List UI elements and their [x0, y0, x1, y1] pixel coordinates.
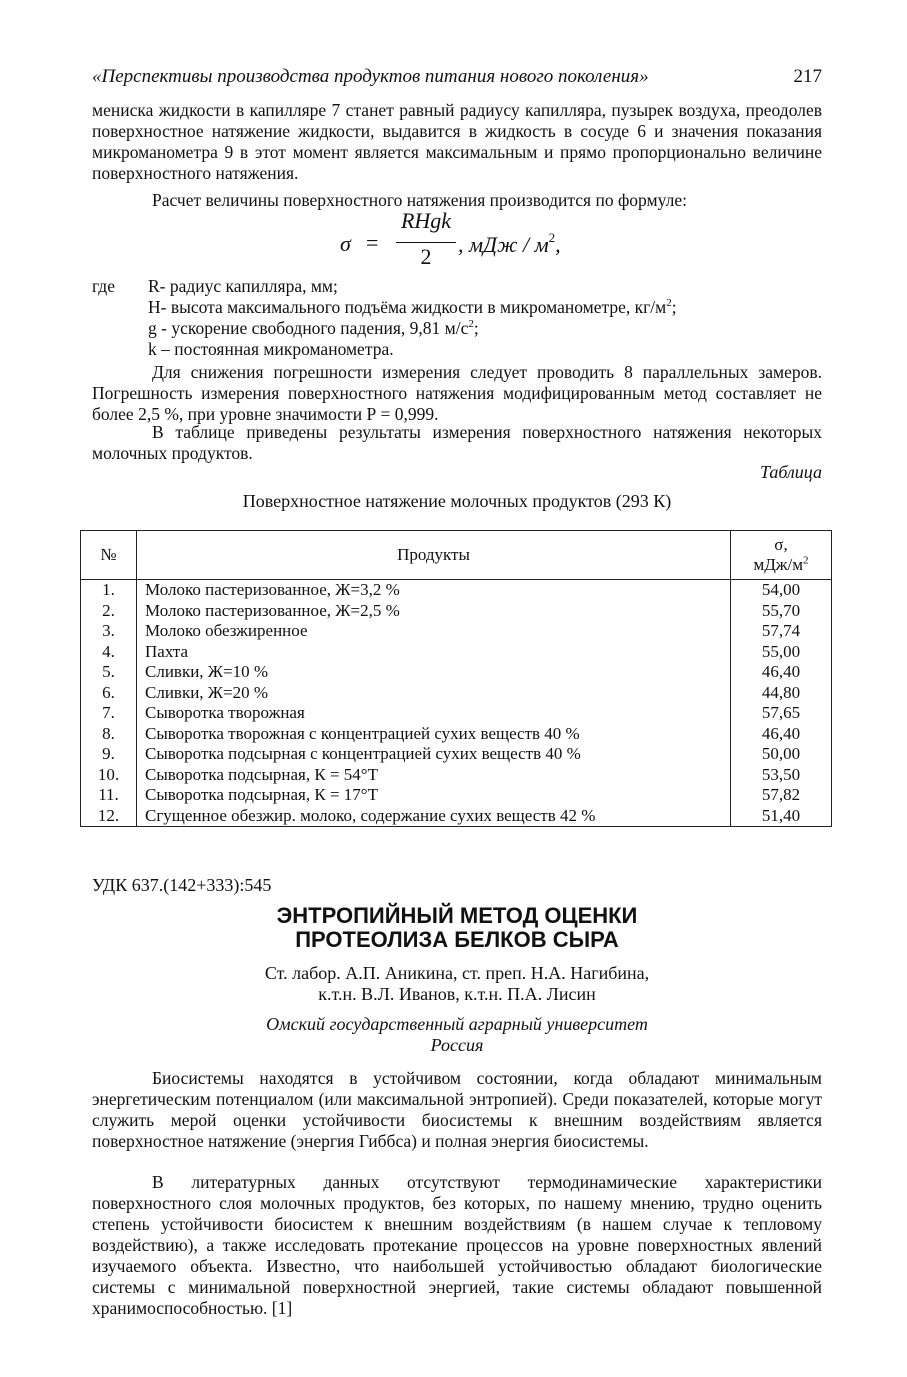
definition-item [148, 339, 394, 360]
definition-item [148, 276, 338, 297]
table-header-row [81, 531, 832, 580]
table-row [81, 703, 832, 724]
header-value-symbol: σ, [774, 534, 788, 554]
row-value: 46,40 [731, 662, 832, 683]
table-row [81, 724, 832, 745]
variable-definitions [92, 276, 822, 360]
row-value: 57,82 [731, 785, 832, 806]
table-row [81, 806, 832, 827]
row-no: 7. [81, 703, 137, 724]
header-product: Продукты [137, 531, 731, 580]
table-row [81, 683, 832, 704]
table-label: Таблица [759, 462, 822, 482]
surface-tension-formula [340, 208, 640, 274]
table-row [81, 765, 832, 786]
formula-equals: = [366, 230, 379, 255]
table-row [81, 744, 832, 765]
row-no: 2. [81, 601, 137, 622]
row-value: 51,40 [731, 806, 832, 827]
journal-title: «Перспективы производства продуктов питания нового поколения» [92, 66, 649, 87]
row-no: 8. [81, 724, 137, 745]
table-row [81, 580, 832, 601]
authors-line-2: к.т.н. В.Л. Иванов, к.т.н. П.А. Лисин [318, 984, 596, 1004]
formula-lhs: σ [340, 231, 351, 256]
row-product: Молоко пастеризованное, Ж=2,5 % [137, 601, 731, 622]
table-row [81, 642, 832, 663]
row-product: Молоко обезжиренное [137, 621, 731, 642]
formula-numerator: RHgk [400, 208, 452, 233]
paragraph-4: В таблице приведены результаты измерения поверхностного натяжения некоторых молочных продуктов. [92, 422, 822, 463]
row-product: Сыворотка подсырная с концентрацией сухих веществ 40 % [137, 744, 731, 765]
paragraph-3: Для снижения погрешности измерения следует проводить 8 параллельных замеров. Погрешность измерения поверхностного натяжения модифицированным метод составляет не более 2,5 %, при уровне значимости Р = 0,999. [92, 362, 822, 424]
formula-unit-exp: 2 [548, 230, 556, 245]
definition-after: ; [473, 318, 479, 338]
running-header [92, 66, 822, 88]
row-product: Сыворотка творожная с концентрацией сухих веществ 40 % [137, 724, 731, 745]
header-no: № [81, 531, 137, 580]
table-title: Поверхностное натяжение молочных продуктов (293 К) [242, 491, 672, 511]
where-label: где [92, 276, 115, 296]
fraction-bar [396, 242, 456, 243]
header-value [731, 531, 832, 580]
row-no: 6. [81, 683, 137, 704]
header-value-exp: 2 [803, 554, 809, 567]
row-product: Сыворотка подсырная, К = 17°Т [137, 785, 731, 806]
row-product: Молоко пастеризованное, Ж=3,2 % [137, 580, 731, 601]
formula-unit [458, 230, 561, 258]
table-row [81, 601, 832, 622]
row-value: 57,74 [731, 621, 832, 642]
row-no: 5. [81, 662, 137, 683]
row-no: 1. [81, 580, 137, 601]
definition-sup: 2 [468, 318, 474, 331]
paragraph-6: В литературных данных отсутствуют термодинамические характеристики поверхностного слоя молочных продуктов, без которых, по нашему мнению, трудно оценить степень устойчивости биосистем к внешним воздействиям (в нашем случае к тепловому воздействию), а также исследовать протекание процессов на уровне поверхностных явлений изучаемого объекта. Известно, что наибольшей устойчивостью обладают биологические системы с минимальной поверхностной энергией, такие системы обладают повышенной хранимоспособностью. [1] [92, 1172, 822, 1318]
row-no: 4. [81, 642, 137, 663]
row-product: Сливки, Ж=20 % [137, 683, 731, 704]
row-value: 55,70 [731, 601, 832, 622]
row-value: 44,80 [731, 683, 832, 704]
results-table [80, 530, 832, 827]
definition-item [148, 318, 479, 339]
paragraph-2: Расчет величины поверхностного натяжения производится по формуле: [152, 190, 687, 210]
table-row [81, 785, 832, 806]
organization-country: Россия [430, 1035, 484, 1055]
row-no: 11. [81, 785, 137, 806]
row-value: 55,00 [731, 642, 832, 663]
row-product: Сливки, Ж=10 % [137, 662, 731, 683]
row-product: Пахта [137, 642, 731, 663]
definition-sup: 2 [666, 297, 672, 310]
row-value: 46,40 [731, 724, 832, 745]
row-value: 50,00 [731, 744, 832, 765]
paragraph-1: мениска жидкости в капилляре 7 станет равный радиусу капилляра, пузырек воздуха, преодолев поверхностное натяжение жидкости, выдавится в жидкость в сосуде 6 и значения показания микроманометра 9 в этот момент является максимальным и прямо пропорционально величине поверхностного натяжения. [92, 100, 822, 183]
row-no: 3. [81, 621, 137, 642]
row-no: 10. [81, 765, 137, 786]
row-product: Сгущенное обезжир. молоко, содержание сухих веществ 42 % [137, 806, 731, 827]
row-product: Сыворотка подсырная, К = 54°Т [137, 765, 731, 786]
formula-unit-text: , мДж / м [458, 232, 549, 257]
udk-code: УДК 637.(142+333):545 [92, 875, 272, 895]
page-number: 217 [793, 66, 822, 87]
article-title-line-1: ЭНТРОПИЙНЫЙ МЕТОД ОЦЕНКИ [276, 903, 638, 928]
definition-text: Н- высота максимального подъёма жидкости в микроманометре, кг/м [148, 297, 667, 317]
article-authors [92, 963, 822, 1005]
row-value: 54,00 [731, 580, 832, 601]
row-product: Сыворотка творожная [137, 703, 731, 724]
definition-text: g - ускорение свободного падения, 9,81 м/с [148, 318, 469, 338]
definition-after: ; [671, 297, 677, 317]
row-no: 12. [81, 806, 137, 827]
table-row [81, 621, 832, 642]
article-title-line-2: ПРОТЕОЛИЗА БЕЛКОВ СЫРА [295, 927, 619, 952]
row-value: 57,65 [731, 703, 832, 724]
article-title [92, 904, 822, 952]
definition-text: k – постоянная микроманометра. [148, 339, 394, 359]
formula-denominator: 2 [420, 244, 432, 269]
paragraph-5: Биосистемы находятся в устойчивом состоянии, когда обладают минимальным энергетическим потенциалом (или максимальной энтропией). Среди показателей, которые могут служить мерой оценки устойчивости биосистемы к внешним воздействиям является поверхностное натяжение (энергия Гиббса) и полная энергия биосистемы. [92, 1068, 822, 1151]
organization-name: Омский государственный аграрный университет [266, 1014, 648, 1034]
row-no: 9. [81, 744, 137, 765]
header-value-unit: мДж/м [753, 555, 804, 574]
definition-item [148, 297, 677, 318]
authors-line-1: Ст. лабор. А.П. Аникина, ст. преп. Н.А. Нагибина, [264, 963, 650, 983]
formula-tail: , [555, 232, 561, 257]
table-row [81, 662, 832, 683]
article-organization [92, 1014, 822, 1056]
definition-text: R- радиус капилляра, мм; [148, 276, 338, 296]
row-value: 53,50 [731, 765, 832, 786]
